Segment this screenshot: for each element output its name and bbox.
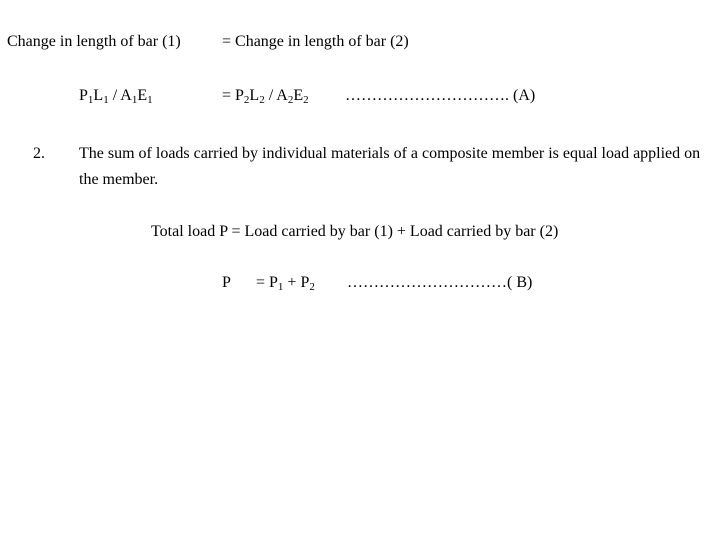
subscript: 2 — [309, 281, 315, 293]
equation-a-reference: …………………………. (A) — [345, 87, 536, 104]
equation-b-lhs: P — [222, 274, 231, 291]
subscript: 1 — [147, 94, 153, 106]
subscript: 1 — [131, 94, 138, 106]
line1-left: Change in length of bar (1) — [7, 33, 181, 50]
item-2-text: The sum of loads carried by individual materials of a composite member is equal load applied on the member. — [79, 145, 701, 188]
subscript: 1 — [87, 94, 94, 106]
total-load-equation: Total load P = Load carried by bar (1) + Load carried by bar (2) — [151, 223, 559, 240]
item-2-number: 2. — [33, 145, 45, 162]
subscript: 2 — [259, 94, 265, 106]
line1-right: = Change in length of bar (2) — [222, 33, 409, 50]
subscript: 1 — [103, 94, 109, 106]
subscript: 1 — [277, 281, 284, 293]
subscript: 2 — [243, 94, 250, 106]
subscript: 2 — [303, 94, 309, 106]
subscript: 2 — [287, 94, 294, 106]
equation-b-reference: …………………………( B) — [347, 274, 533, 291]
equation-a-rhs: = $P_2L_2 / A_2E_2$ — [222, 87, 309, 106]
equation-b-rhs: = $P_1 + P_2$ — [256, 274, 315, 293]
equation-a-lhs: $P_1L_1 / A_1E_1$ — [79, 87, 153, 106]
